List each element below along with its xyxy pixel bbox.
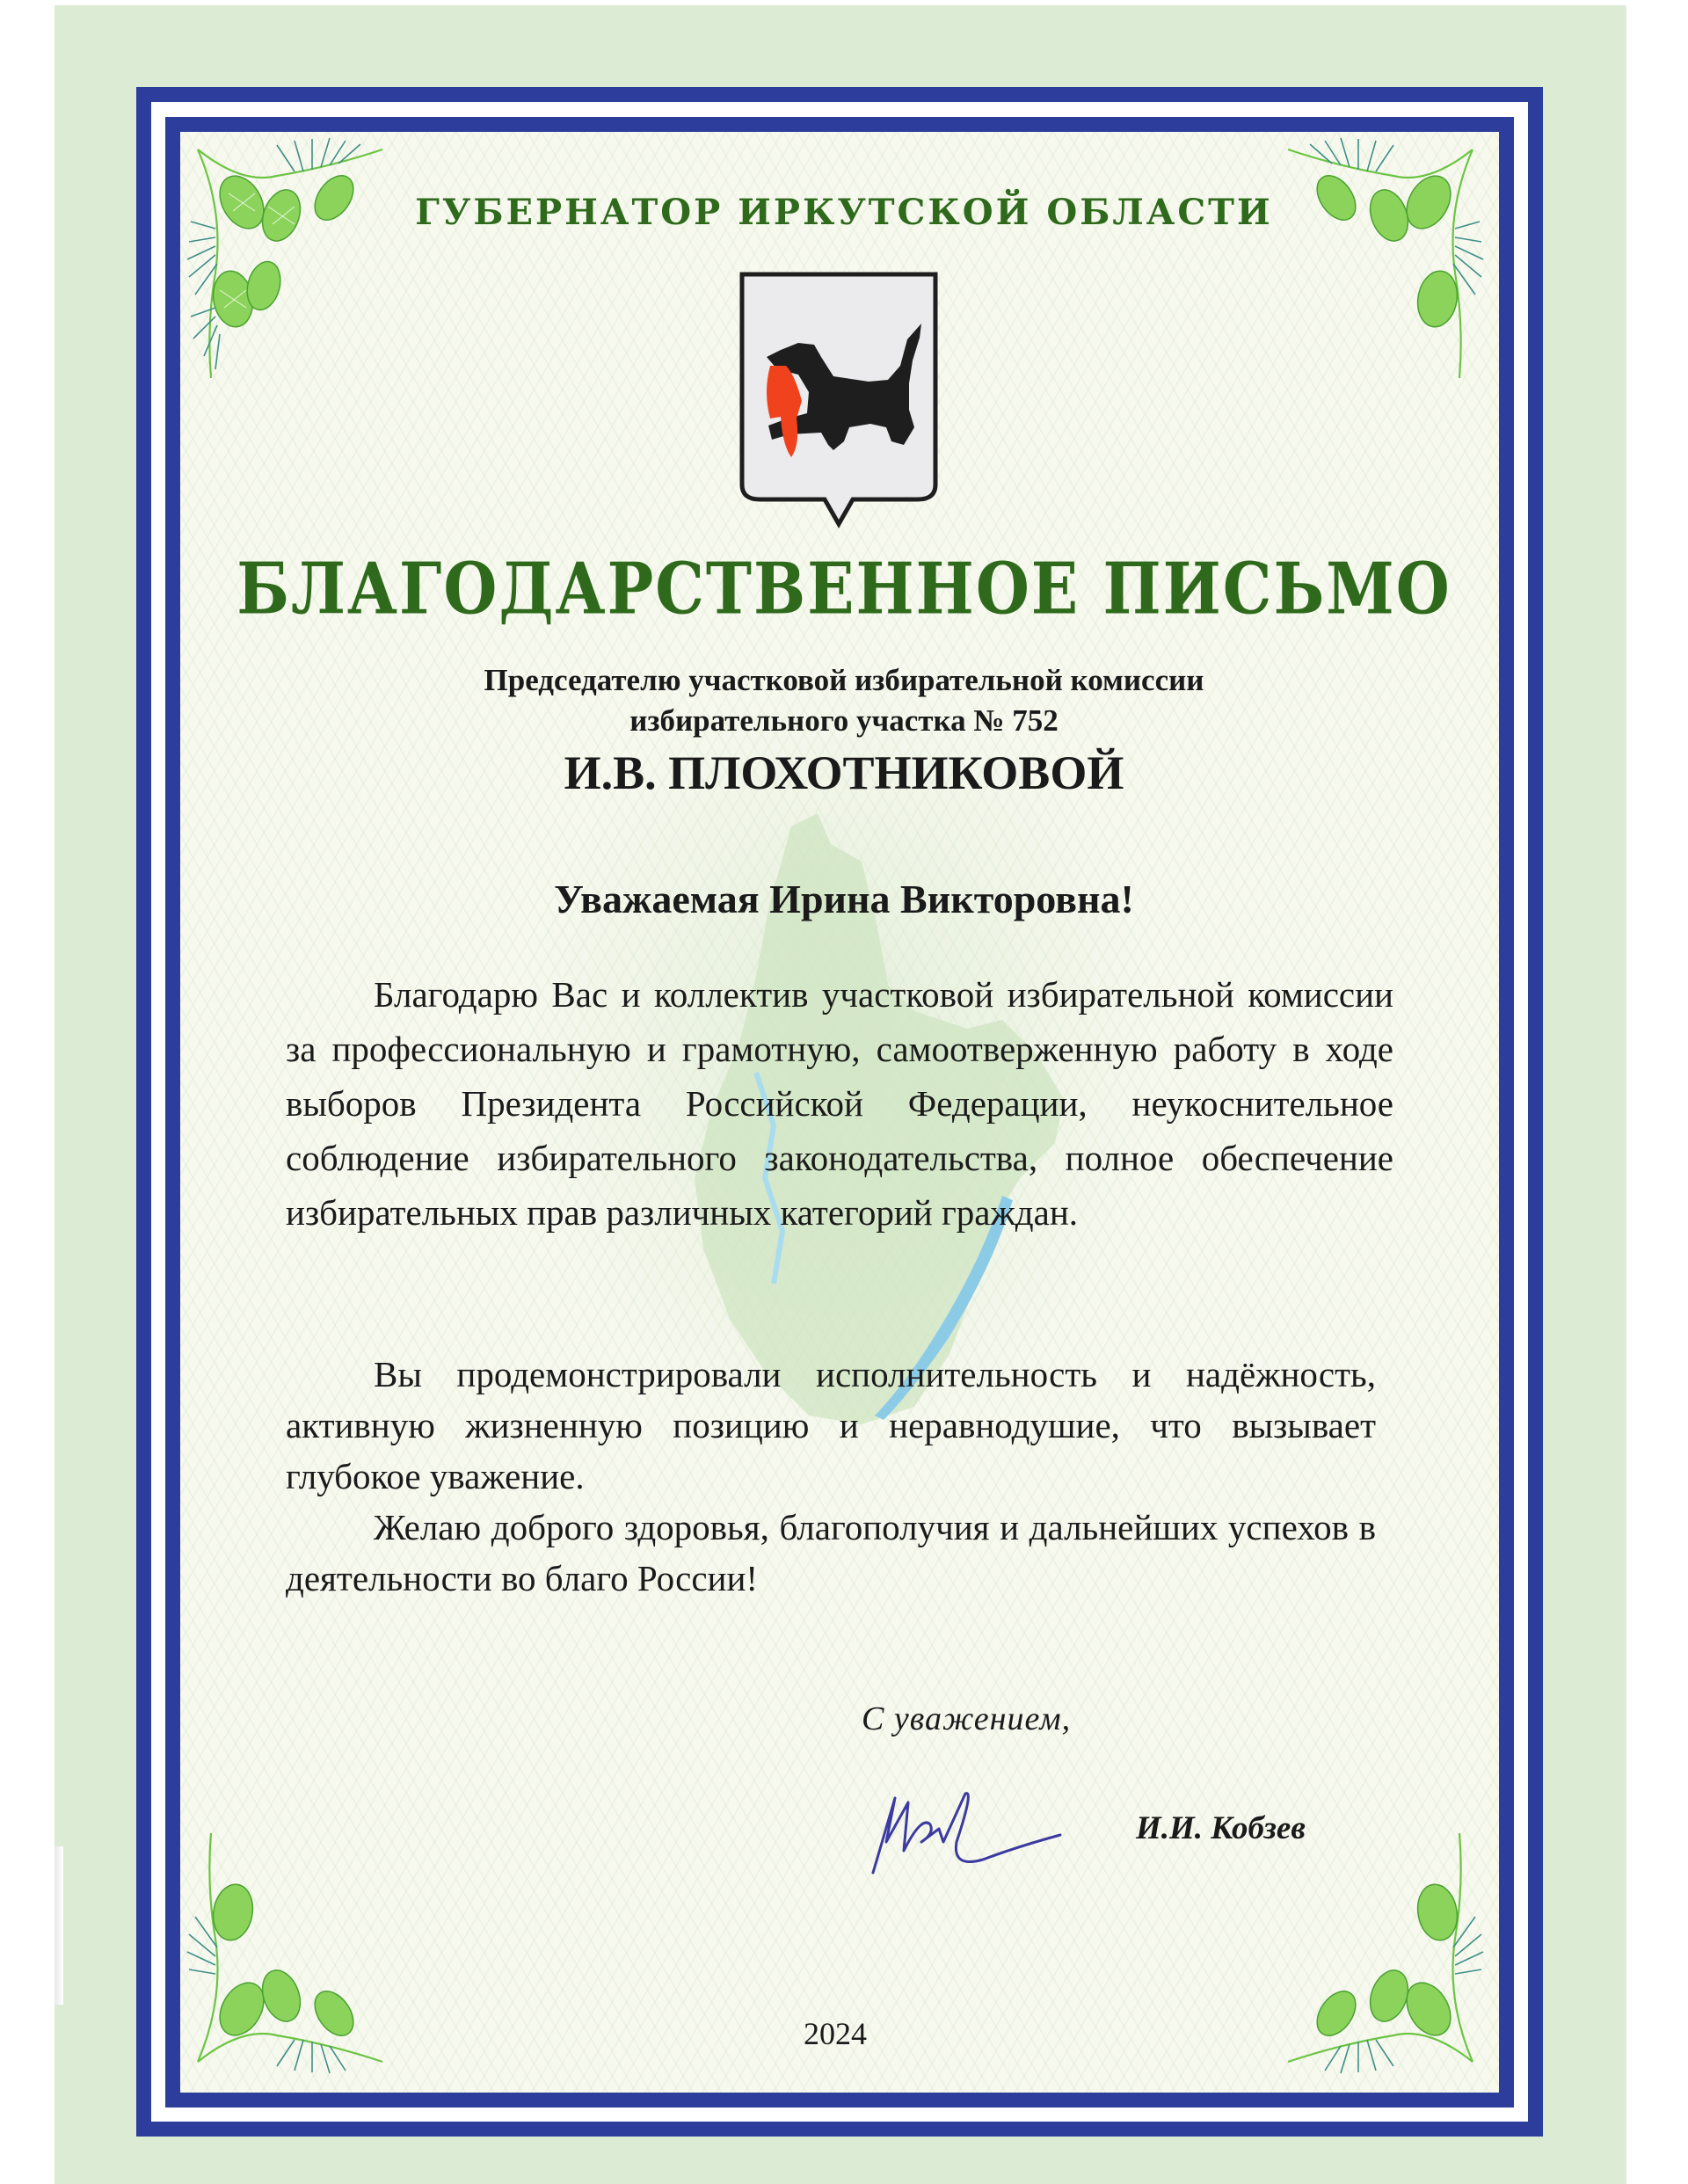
document-year: 2024: [804, 2016, 867, 2051]
closing-phrase: С уважением,: [862, 1700, 1072, 1737]
signer-name: И.И. Кобзев: [1136, 1810, 1306, 1846]
addressee-position: Председателю участковой избирательной комиссии: [484, 663, 1204, 697]
body-paragraph: Желаю доброго здоровья, благополучия и дальнейших успехов в деятельности во благо России!: [286, 1507, 1376, 1598]
pine-branch-ornament-icon: [1262, 132, 1490, 387]
issuer-heading: ГУБЕРНАТОР ИРКУТСКОЙ ОБЛАСТИ: [415, 192, 1273, 233]
pine-branch-ornament-icon: [1262, 1824, 1490, 2079]
coat-of-arms-icon: [737, 269, 941, 529]
addressee-name: И.В. ПЛОХОТНИКОВОЙ: [564, 746, 1124, 799]
scan-edge-mark: [55, 1846, 63, 2005]
pine-branch-ornament-icon: [180, 132, 409, 387]
body-paragraph: Благодарю Вас и коллектив участковой избирательной комиссии за профессиональную и грамотную, самоотверженную работу в ходе выборов Президента Российской Федерации, неукоснительное соблюдение избирательного законодательства, полное обеспечение избирательных прав различных категорий граждан.: [286, 974, 1393, 1233]
handwritten-signature-icon: [869, 1789, 1062, 1877]
pine-branch-ornament-icon: [180, 1824, 409, 2079]
letter-body-continued: [286, 1349, 1376, 1604]
body-paragraph: Вы продемонстрировали исполнительность и надёжность, активную жизненную позицию и неравнодушие, что вызывает глубокое уважение.: [286, 1354, 1376, 1496]
salutation: Уважаемая Ирина Викторовна!: [554, 877, 1134, 921]
document-title: БЛАГОДАРСТВЕННОЕ ПИСЬМО: [236, 546, 1452, 631]
addressee-precinct: избирательного участка № 752: [629, 703, 1059, 738]
letter-body-main: [286, 967, 1393, 1240]
